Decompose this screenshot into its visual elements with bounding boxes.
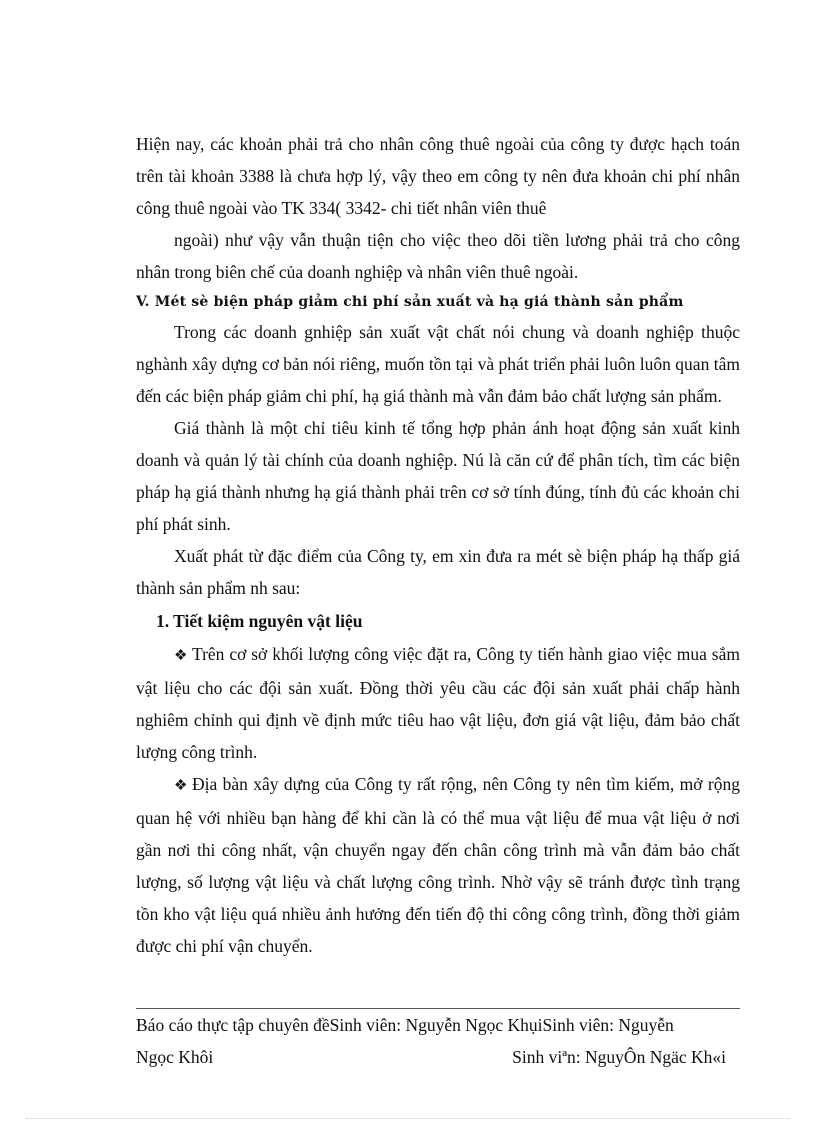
paragraph-measures-intro: Xuất phát từ đặc điểm của Công ty, em xin đưa ra mét sè biện pháp hạ thấp giá thành sản phẩm nh sau: [136, 546, 740, 598]
footer-author-encoded: Sinh viªn: NguyÔn Ngäc Kh«i [512, 1047, 726, 1067]
diamond-bullet-icon: ❖ [174, 778, 188, 794]
body-text [136, 128, 740, 962]
paragraph-price-definition: Giá thành là một chỉ tiêu kinh tế tổng hợp phản ánh hoạt động sản xuất kinh doanh và quản lý tài chính của doanh nghiệp. Nú là căn cứ để phân tích, tìm các biện pháp hạ giá thành nhưng hạ giá thành phải trên cơ sở tính đúng, tính đủ các khoản chi phí phát sinh. [136, 418, 740, 534]
bullet-item [136, 638, 740, 768]
bullet-text: Trên cơ sở khối lượng công việc đặt ra, Công ty tiến hành giao việc mua sắm vật liệu cho các đội sản xuất. Đồng thời yêu cầu các đội sản xuất phải chấp hành nghiêm chỉnh qui định về định mức tiêu hao vật liệu, đơn giá vật liệu, đảm bảo chất lượng công trình. [136, 644, 740, 762]
diamond-bullet-icon: ❖ [174, 648, 188, 664]
footer-line [136, 1041, 740, 1073]
paragraph-text: Hiện nay, các khoản phải trả cho nhân công thuê ngoài của công ty được hạch toán trên tài khoản 3388 là chưa hợp lý, vậy theo em công ty nên đưa khoản chi phí nhân công thuê ngoài vào TK 334( 3342- chi tiết nhân viên thuê [136, 134, 740, 218]
paragraph-cost-reduction-intro: Trong các doanh gnhiệp sản xuất vật chất nói chung và doanh nghiệp thuộc nghành xây dựng cơ bản nói riêng, muốn tồn tại và phát triển phải luôn luôn quan tâm đến các biện pháp giảm chi phí, hạ giá thành mà vẫn đảm bảo chất lượng sản phẩm. [136, 322, 740, 406]
page-footer [136, 1008, 740, 1073]
paragraph-continuation: ngoài) như vậy vẫn thuận tiện cho việc theo dõi tiền lương phải trả cho công nhân trong biên chế của doanh nghiệp và nhân viên thuê ngoài. [136, 230, 740, 282]
page-bottom-border [26, 1118, 790, 1119]
footer-line: Báo cáo thực tập chuyên đềSinh viên: Nguyễn Ngọc KhụiSinh viên: Nguyễn [136, 1015, 674, 1035]
section-heading-v: V. Mét sè biện pháp giảm chi phí sản xuất và hạ giá thành sản phẩm [136, 294, 684, 310]
bullet-text: Địa bàn xây dựng của Công ty rất rộng, nên Công ty nên tìm kiếm, mở rộng quan hệ với nhiều bạn hàng để khi cần là có thể mua vật liệu để mua vật liệu ở nơi gần nơi thi công nhất, vận chuyển ngay đến chân công trình mà vẫn đảm bảo chất lượng, số lượng vật liệu và chất lượng công trình. Nhờ vậy sẽ tránh được tình trạng tồn kho vật liệu quá nhiều ảnh hưởng đến tiến độ thi công công trình, đồng thời giảm được chi phí vận chuyển. [136, 774, 740, 956]
subheading-material-saving: 1. Tiết kiệm nguyên vật liệu [156, 611, 363, 631]
bullet-item [136, 768, 740, 962]
paragraph-labor-accounting [136, 128, 740, 288]
footer-author-name: Ngọc Khôi [136, 1047, 214, 1067]
